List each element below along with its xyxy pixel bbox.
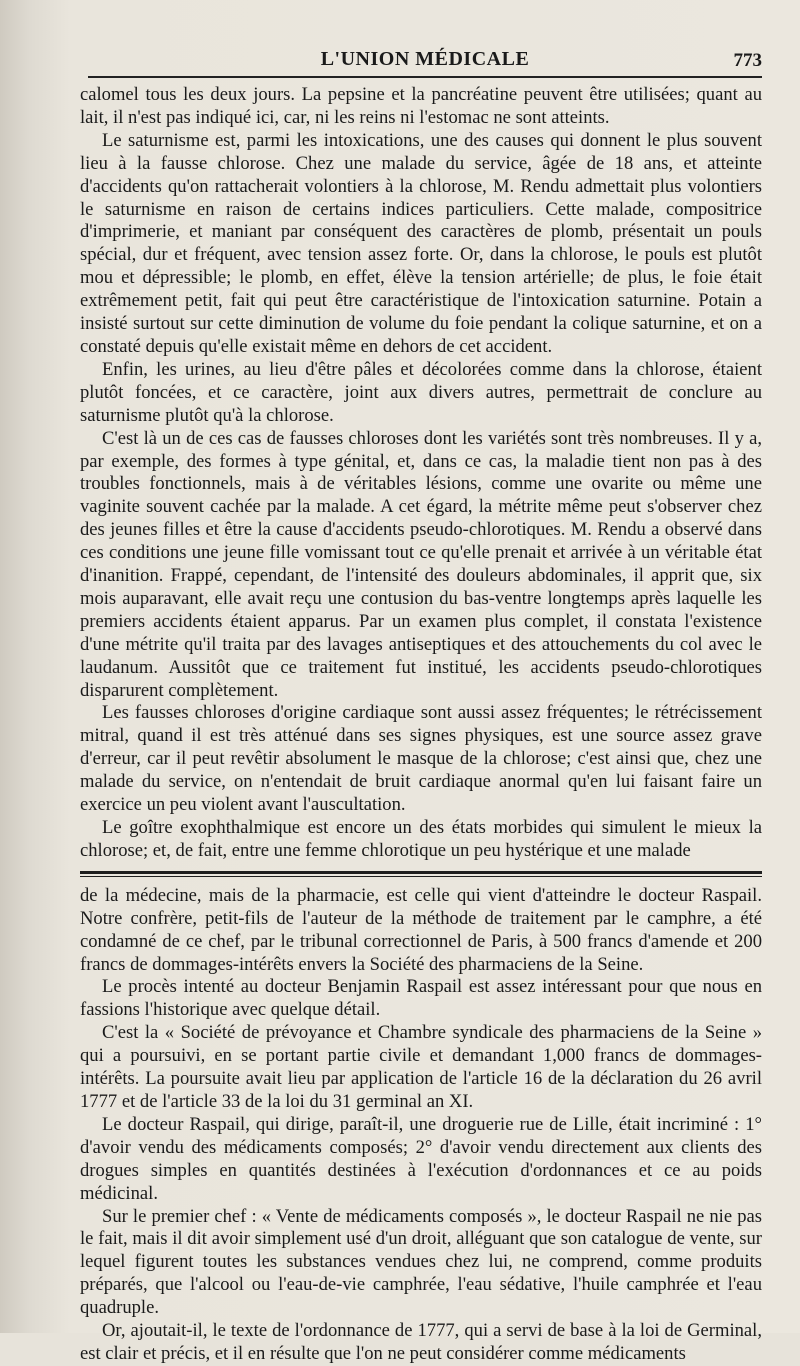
header-rule xyxy=(88,76,762,78)
separator-thin-rule xyxy=(80,876,762,877)
separator-thick-rule xyxy=(80,871,762,874)
paragraph: calomel tous les deux jours. La pepsine et la pancréatine peuvent être utilisées; quant au lait, il n'est pas indiqué ici, car, ni les reins ni l'estomac ne sont atteints. xyxy=(80,84,762,128)
paragraph: C'est là un de ces cas de fausses chloroses dont les variétés sont très nombreuses. Il y a, par exemple, des formes à type génital, et, dans ce cas, la maladie tient non pas à des troubles fonctionnels, mais à de véritables lésions, comme une ovarite ou même une vaginite souvent cachée par la malade. A cet égard, la métrite même peut s'observer chez des jeunes filles et être la cause d'accidents pseudo-chlorotiques. M. Rendu a observé dans ces conditions une jeune fille vomissant tout ce qu'elle prenait et arrivée à un véritable état d'inanition. Frappé, cependant, de l'intensité des douleurs abdominales, il apprit que, six mois auparavant, elle avait reçu une contusion du bas-ventre longtemps après laquelle les premiers accidents étaient apparus. Par un examen plus complet, il constata l'existence d'une métrite qu'il traita par des lavages antiseptiques et des attouchements du col avec le laudanum. Aussitôt que ce traitement fut institué, les accidents pseudo-chlorotiques disparurent complètement. xyxy=(80,427,762,701)
feuilleton-separator xyxy=(80,871,762,877)
paragraph: de la médecine, mais de la pharmacie, est celle qui vient d'atteindre le docteur Raspail. Notre confrère, petit-fils de l'auteur de la méthode de traitement par le camphre, a été condamné de ce chef, par le tribunal correctionnel de Paris, à 500 francs d'amende et 200 francs de dommages-intérêts envers la Société des pharmaciens de la Seine. xyxy=(80,884,762,975)
feuilleton-article xyxy=(80,885,762,1366)
running-title: L'UNION MÉDICALE xyxy=(320,48,530,70)
paragraph: Le goître exophthalmique est encore un des états morbides qui simulent le mieux la chlorose; et, de fait, entre une femme chlorotique un peu hystérique et une malade xyxy=(80,817,762,861)
page-number: 773 xyxy=(733,50,762,71)
paragraph: Le procès intenté au docteur Benjamin Raspail est assez intéressant pour que nous en fassions l'historique avec quelque détail. xyxy=(80,976,762,1021)
paragraph: Le saturnisme est, parmi les intoxications, une des causes qui donnent le plus souvent lieu à la fausse chlorose. Chez une malade du service, âgée de 18 ans, et atteinte d'accidents qu'on rattacherait volontiers à la chlorose, M. Rendu admettait plus volontiers le saturnisme en raison de certains indices particuliers. Cette malade, compositrice d'imprimerie, et maniant par conséquent des caractères de plomb, présentait un pouls spécial, dur et fréquent, avec tension assez forte. Or, dans la chlorose, le pouls est plutôt mou et dépressible; le plomb, en effet, élève la tension artérielle; de plus, le foie était extrêmement petit, fait qui peut être caractéristique de l'intoxication saturnine. Potain a insisté surtout sur cette diminution de volume du foie pendant la colique saturnine, et on a constaté depuis qu'elle existait même en dehors de cet accident. xyxy=(80,129,762,357)
paragraph: Les fausses chloroses d'origine cardiaque sont aussi assez fréquentes; le rétrécissement mitral, quand il est très atténué dans ses signes physiques, est une source assez grave d'erreur, car il peut revêtir absolument le masque de la chlorose; c'est ainsi que, chez une malade du service, on n'entendait de bruit cardiaque anormal qu'en lui faisant faire un exercice un peu violent avant l'auscultation. xyxy=(80,702,762,816)
page-header xyxy=(88,42,762,72)
main-article xyxy=(80,84,762,863)
paragraph: C'est la « Société de prévoyance et Chambre syndicale des pharmaciens de la Seine » qui a poursuivi, en se portant partie civile et demandant 1,000 francs de dommages-intérêts. La poursuite avait lieu par application de l'article 16 de la déclaration du 26 avril 1777 et de l'article 33 de la loi du 31 germinal an XI. xyxy=(80,1022,762,1112)
paragraph: Le docteur Raspail, qui dirige, paraît-il, une droguerie rue de Lille, était incriminé : 1° d'avoir vendu des médicaments composés; 2° d'avoir vendu directement aux clients des drogues simples en quantités destinées à l'exécution d'ordonnances et ce au poids médicinal. xyxy=(80,1113,762,1204)
paragraph: Or, ajoutait-il, le texte de l'ordonnance de 1777, qui a servi de base à la loi de Germinal, est clair et précis, et il en résulte que l'on ne peut considérer comme médicaments xyxy=(80,1320,762,1364)
paragraph: Enfin, les urines, au lieu d'être pâles et décolorées comme dans la chlorose, étaient plutôt foncées, et ce caractère, joint aux divers autres, permettrait de conclure au saturnisme plutôt qu'à la chlorose. xyxy=(80,358,762,426)
paragraph: Sur le premier chef : « Vente de médicaments composés », le docteur Raspail ne nie pas le fait, mais il dit avoir simplement usé d'un droit, alléguant que son catalogue de vente, sur lequel figurent toutes les substances vendues chez lui, ne comprend, comme produits préparés, que l'alcool ou l'eau-de-vie camphrée, l'eau sédative, l'huile camphrée et l'eau quadruple. xyxy=(80,1205,762,1319)
